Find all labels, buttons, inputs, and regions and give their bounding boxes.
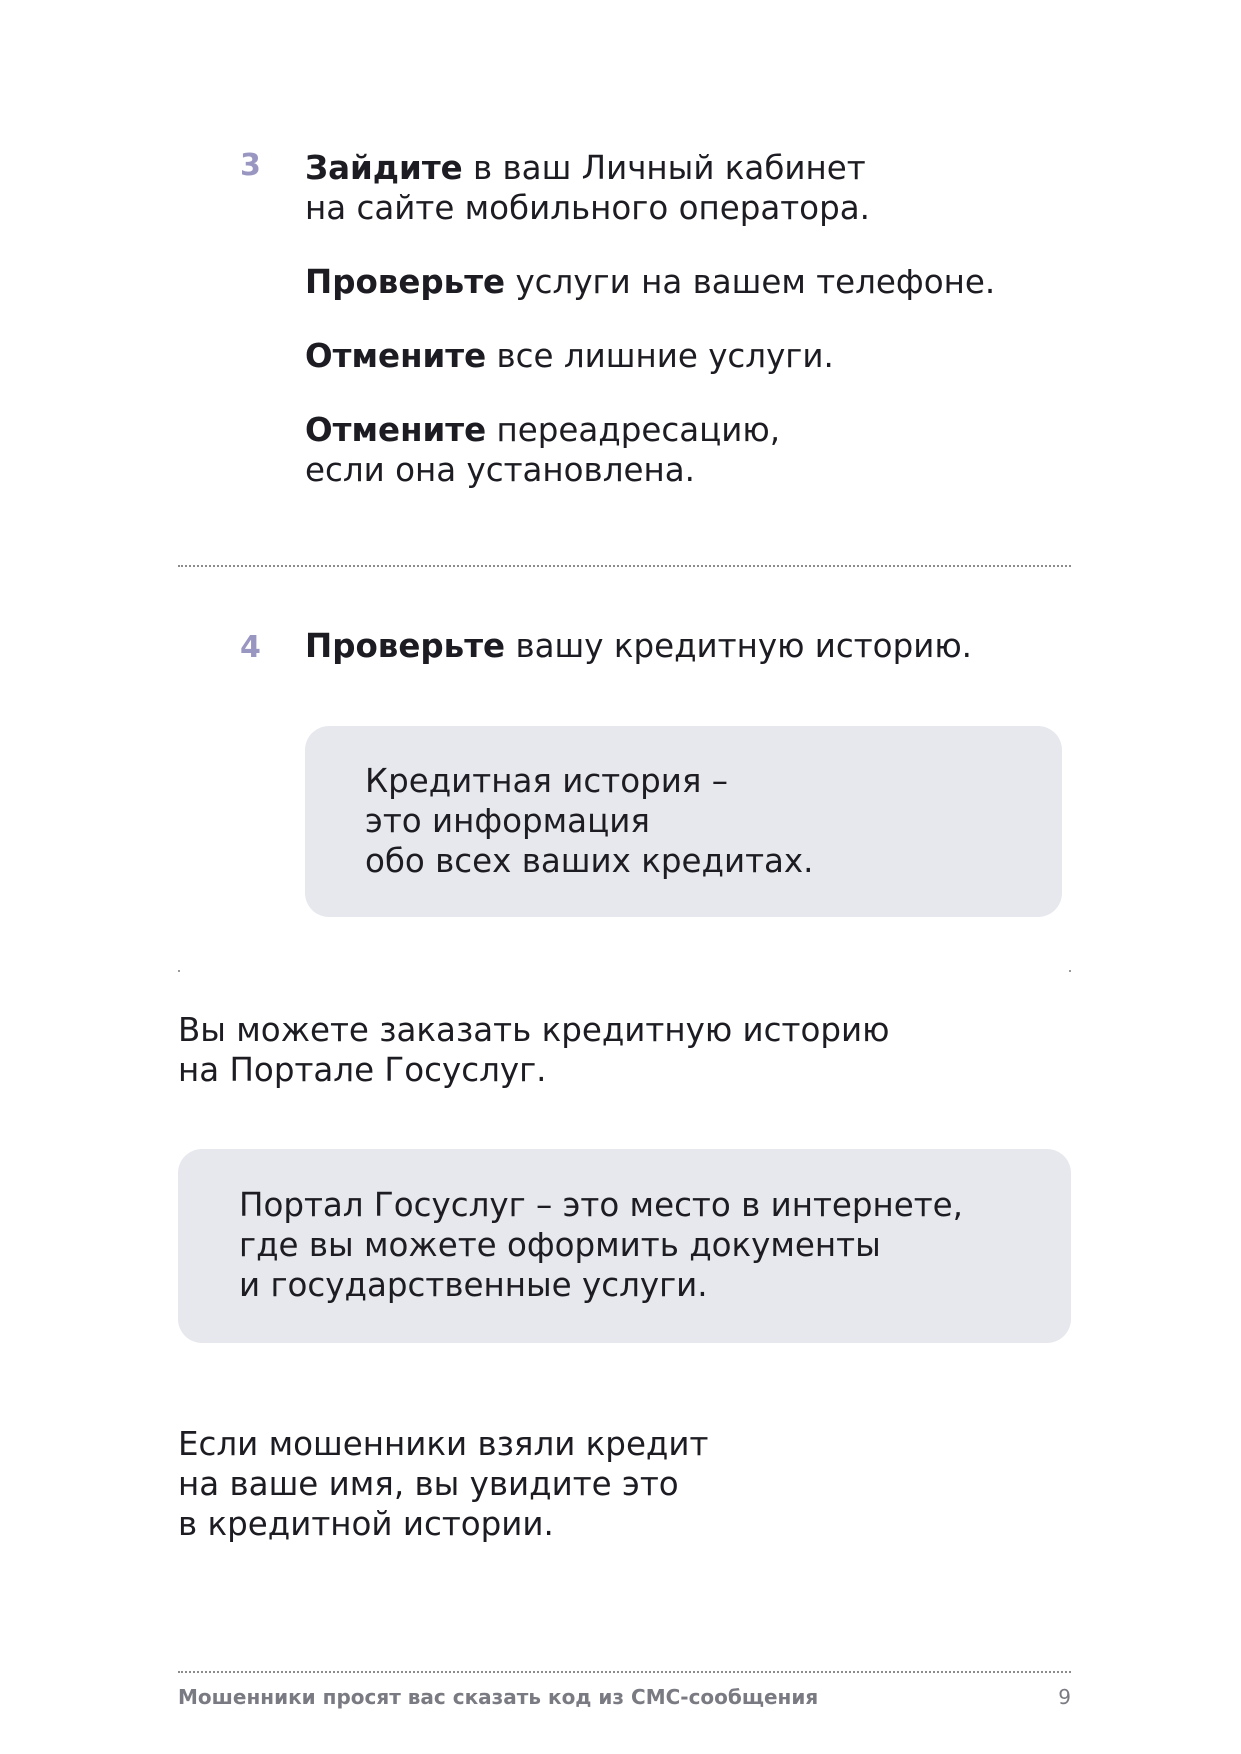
step-3-item-check-services — [305, 262, 1105, 302]
step-3-item-check-text: услуги на вашем телефоне. — [505, 263, 996, 301]
footer-divider — [178, 1671, 1071, 1673]
step-number-3: 3 — [240, 148, 261, 183]
step-3-item-forwarding-text: переадресацию, — [486, 411, 781, 449]
credit-card-line: обо всех ваших кредитах. — [365, 842, 814, 880]
portal-card-line: где вы можете оформить документы — [239, 1226, 881, 1264]
step-3-item-cancel-text: все лишние услуги. — [486, 337, 834, 375]
step-3-item-forwarding-text-line2: если она установлена. — [305, 451, 695, 489]
step-3-item-forwarding-bold: Отмените — [305, 411, 487, 449]
gosuslugi-definition-card — [178, 1149, 1071, 1343]
fraud-credit-text — [178, 1424, 1138, 1544]
order-credit-history-text — [178, 1010, 1138, 1090]
step-3-item-cancel-forwarding — [305, 410, 1105, 490]
step-3-item-login-bold: Зайдите — [305, 149, 463, 187]
divider-end-mark — [1069, 970, 1071, 972]
credit-card-line: Кредитная история – — [365, 762, 728, 800]
section-divider — [178, 565, 1071, 567]
fraud-text-line: Если мошенники взяли кредит — [178, 1425, 709, 1463]
fraud-text-line: на ваше имя, вы увидите это — [178, 1465, 679, 1503]
step-4-bold: Проверьте — [305, 627, 506, 665]
order-text-line: Вы можете заказать кредитную историю — [178, 1011, 890, 1049]
step-number-4: 4 — [240, 630, 261, 665]
step-3-item-login-text-line2: на сайте мобильного оператора. — [305, 189, 870, 227]
footer-title: Мошенники просят вас сказать код из СМС-сообщения — [178, 1685, 819, 1709]
step-3-item-login-text: в ваш Личный кабинет — [462, 149, 866, 187]
step-4-item-check-credit — [305, 626, 1105, 666]
step-4-instruction — [305, 626, 1105, 700]
step-3-item-cancel-bold: Отмените — [305, 337, 487, 375]
step-4-text: вашу кредитную историю. — [505, 627, 973, 665]
portal-card-line: и государственные услуги. — [239, 1266, 708, 1304]
portal-card-line: Портал Госуслуг – это место в интернете, — [239, 1186, 963, 1224]
divider-end-mark — [178, 970, 180, 972]
credit-history-definition-card — [305, 726, 1062, 917]
order-text-line: на Портале Госуслуг. — [178, 1051, 547, 1089]
step-3-item-cancel-services — [305, 336, 1105, 376]
step-3-item-login — [305, 148, 1105, 228]
step-3-instructions — [305, 148, 1105, 524]
step-3-item-check-bold: Проверьте — [305, 263, 506, 301]
fraud-text-line: в кредитной истории. — [178, 1505, 554, 1543]
page-number: 9 — [1058, 1685, 1071, 1709]
credit-card-line: это информация — [365, 802, 650, 840]
